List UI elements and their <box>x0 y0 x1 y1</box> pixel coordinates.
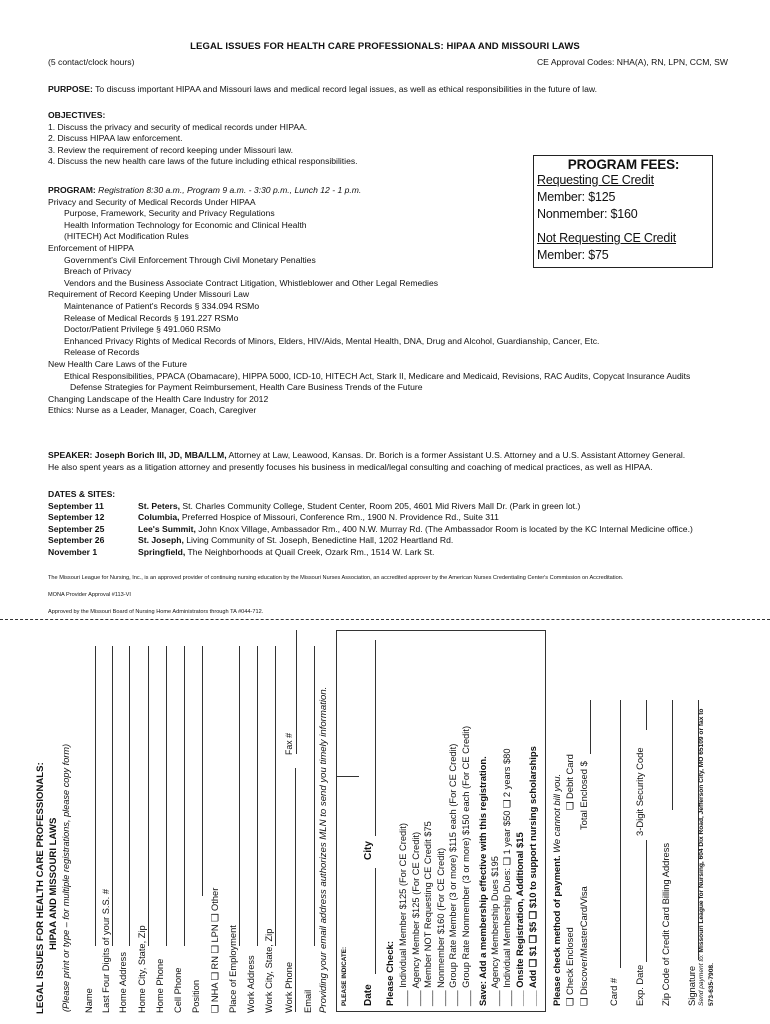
site-row <box>48 535 693 547</box>
site-place: Preferred Hospice of Missouri, Conference Rm., 1900 N. Providence Rd., Suite 311 <box>179 512 499 523</box>
fees-heading: PROGRAM FEES: <box>567 157 680 172</box>
program-line: Breach of Privacy <box>64 266 132 277</box>
form-field-label: Home Address <box>118 952 128 1013</box>
program-line: Release of Medical Records § 191.227 RSMo <box>64 312 239 323</box>
site-row <box>48 524 693 536</box>
form-field-input[interactable] <box>257 646 258 946</box>
mln-accreditation: The Missouri League for Nursing, Inc., is an approved provider of continuing nursing education by the Missouri Nurses Association, an accredited approver by the American Nurses Credentialing Center's Commission on Accreditation. <box>48 575 624 581</box>
scholarship-option[interactable]: ___ Add ❑ $1 ❑ $5 ❑ $10 to support nursing scholarships <box>527 746 538 1006</box>
form-field-input[interactable] <box>112 646 113 946</box>
send-address: Missouri League for Nursing, 604 Dix Road, Jefferson City, MO 65109 or fax to <box>698 708 705 955</box>
program-times: Registration 8:30 a.m., Program 9 a.m. - 3:30 p.m., Lunch 12 - 1 p.m. <box>95 185 362 195</box>
program <box>48 185 690 417</box>
billing-zip-label: Zip Code of Credit Card Billing Address <box>660 842 671 1006</box>
date-city-divider <box>337 776 359 777</box>
objectives-label: OBJECTIVES: <box>48 110 106 120</box>
program-line: Vendors and the Business Associate Contract Litigation, Whistleblower and Other Legal Remedies <box>64 277 439 288</box>
program-line: Purpose, Framework, Security and Privacy Regulations <box>64 208 275 219</box>
security-code-label: 3-Digit Security Code <box>634 747 645 836</box>
site-place: The Neighborhoods at Quail Creek, Ozark Rm., 1514 W. Lark St. <box>185 546 435 557</box>
form-field-input[interactable] <box>295 768 296 1012</box>
form-field-input[interactable] <box>314 646 315 946</box>
payment-method <box>551 774 562 1006</box>
form-field-label: Work Phone <box>284 962 294 1013</box>
form-field-label: Place of Employment <box>228 925 238 1013</box>
registration-option[interactable]: ___ Nonmember $160 (For CE Credit) <box>435 847 446 1006</box>
site-list <box>48 501 693 559</box>
exp-date-label: Exp. Date <box>634 964 645 1006</box>
signature-label: Signature <box>686 965 697 1006</box>
program-schedule <box>48 185 690 197</box>
program-line: Enhanced Privacy Rights of Medical Records of Minors, Elders, HIV/Aids, Mental Health, DNA, Drug and Alcohol, Guardianship, Cancer, Etc. <box>64 335 600 346</box>
fees-no-ce-heading: Not Requesting CE Credit <box>537 231 677 245</box>
document-title: LEGAL ISSUES FOR HEALTH CARE PROFESSIONALS: HIPAA AND MISSOURI LAWS <box>190 41 580 52</box>
program-outline <box>48 197 690 417</box>
form-title-2: HIPAA AND MISSOURI LAWS <box>48 817 59 950</box>
site-city: Springfield, <box>138 546 186 557</box>
form-field-label: Work City, State, Zip <box>264 928 274 1013</box>
site-city: Columbia, <box>138 512 180 523</box>
site-place: Living Community of St. Joseph, Benedictine Hall, 1202 Heartland Rd. <box>183 535 454 546</box>
fees-member: Member: $125 <box>537 190 616 204</box>
billing-zip-input[interactable] <box>672 700 673 810</box>
form-field-label: Work Address <box>246 955 256 1013</box>
form-field-label: Home Phone <box>155 958 165 1013</box>
email-note: Providing your email address authorizes MLN to send you timely information. <box>318 686 329 1013</box>
form-field-input[interactable] <box>202 646 203 896</box>
site-location <box>138 512 499 524</box>
program-line: Changing Landscape of the Health Care Industry for 2012 <box>48 393 269 404</box>
program-line: Defense Strategies for Payment Reimbursement, Health Care Business Trends of the Future <box>70 382 423 393</box>
program-line: Requirement of Record Keeping Under Missouri Law <box>48 289 250 300</box>
agency-dues-option[interactable]: ___ Agency Membership Dues $195 <box>490 856 500 1006</box>
date-label: Date <box>363 984 374 1006</box>
security-code-input[interactable] <box>646 700 647 730</box>
form-field-label: Name <box>84 988 94 1013</box>
site-location <box>138 524 693 536</box>
site-date: September 26 <box>48 535 105 546</box>
form-field-label: Email <box>303 989 313 1013</box>
purpose <box>48 84 597 96</box>
form-title-1: LEGAL ISSUES FOR HEALTH CARE PROFESSIONALS: <box>35 762 46 1014</box>
form-field-input[interactable] <box>166 646 167 946</box>
city-input[interactable] <box>375 640 376 836</box>
objectives <box>48 110 358 168</box>
position-options[interactable]: ❑ NHA ❑ RN ❑ LPN ❑ Other <box>210 887 220 1013</box>
site-city: St. Joseph, <box>138 535 184 546</box>
credit-card-option[interactable]: ❑ Discover/MasterCard/Visa <box>578 886 589 1006</box>
site-date: September 11 <box>48 500 104 511</box>
purpose-text: To discuss important HIPAA and Missouri laws and medical record legal issues, as well as ethical responsibilities in the future of law. <box>92 84 597 94</box>
speaker <box>48 450 685 473</box>
form-field-label: Home City, State, Zip <box>137 925 147 1013</box>
fees-ce-heading: Requesting CE Credit <box>537 173 654 187</box>
send-label: Send payment to: <box>698 954 705 1006</box>
please-indicate: PLEASE INDICATE: <box>341 946 348 1006</box>
ce-approval-codes: CE Approval Codes: NHA(A), RN, LPN, CCM, SW <box>536 57 728 67</box>
program-label: PROGRAM: <box>48 185 96 195</box>
speaker-line2: He also spent years as a litigation attorney and presently focuses his business in medical/legal consulting and coaching of medical practices, as well as HIPAA. <box>48 461 653 472</box>
program-line: New Health Care Laws of the Future <box>48 358 187 369</box>
form-field-input[interactable] <box>275 646 276 946</box>
form-field-label: Last Four Digits of your S.S. # <box>101 888 111 1013</box>
form-field-input[interactable] <box>129 646 130 946</box>
program-line: Health Information Technology for Economic and Clinical Health <box>64 219 307 230</box>
save-note: Save: Add a membership effective with this registration. <box>477 756 488 1006</box>
total-enclosed-label: Total Enclosed $ <box>578 761 589 830</box>
form-field-input[interactable] <box>184 646 185 946</box>
program-line: Release of Records <box>64 347 140 358</box>
program-line: Privacy and Security of Medical Records Under HIPAA <box>48 196 256 207</box>
site-date: September 25 <box>48 523 105 534</box>
form-subtitle: (Please print or type – for multiple registrations, please copy form) <box>61 743 71 1012</box>
form-field-input[interactable] <box>95 646 96 946</box>
site-location <box>138 535 453 547</box>
program-line: Ethical Responsibilities, PPACA (Obamacare), HIPPA 5000, ICD-10, HITECH Act, Stark II, Medicare and Medicaid, Revisions, RAC Audits, Copycat Insurance Audits <box>64 370 691 381</box>
total-enclosed-input[interactable] <box>590 700 591 754</box>
fax-number: 573-635-7908. <box>708 963 715 1006</box>
please-check: Please Check: <box>385 940 396 1006</box>
registration-option[interactable]: ___ Member NOT Requesting CE Credit $75 <box>423 821 433 1006</box>
form-field-input[interactable] <box>148 646 149 946</box>
registration-option[interactable]: ___ Individual Member $125 (For CE Credit) <box>398 823 408 1006</box>
onsite-option[interactable]: ___ Onsite Registration, Additional $15 <box>514 832 525 1006</box>
site-row <box>48 547 693 559</box>
registration-option[interactable]: ___ Agency Member $125 (For CE Credit) <box>410 831 421 1006</box>
check-enclosed-option[interactable]: ❑ Check Enclosed <box>564 927 575 1006</box>
fax-input[interactable] <box>296 630 297 754</box>
form-field-label: Cell Phone <box>173 967 183 1013</box>
exp-date-input[interactable] <box>646 840 647 962</box>
objective-item: 3. Review the requirement of record keeping under Missouri law. <box>48 144 294 155</box>
site-row <box>48 501 693 513</box>
registration-option[interactable]: ___ Group Rate Member (3 or more) $115 each (For CE Credit) <box>448 743 458 1006</box>
payment-note: We cannot bill you. <box>551 773 562 856</box>
fees-no-ce-member: Member: $75 <box>537 248 609 262</box>
objective-item: 1. Discuss the privacy and security of medical records under HIPAA. <box>48 121 308 132</box>
program-line: Ethics: Nurse as a Leader, Manager, Coach, Caregiver <box>48 405 257 416</box>
program-line: Enforcement of HIPPA <box>48 242 134 253</box>
program-line: Maintenance of Patient's Records § 334.094 RSMo <box>64 300 260 311</box>
mona-approval: MONA Provider Approval #113-VI <box>48 592 131 598</box>
site-city: Lee's Summit, <box>138 523 196 534</box>
site-city: St. Peters, <box>138 500 181 511</box>
contact-hours: (5 contact/clock hours) <box>48 57 135 67</box>
form-field-input[interactable] <box>239 646 240 946</box>
dates-label: DATES & SITES: <box>48 489 116 499</box>
program-line: Government's Civil Enforcement Through Civil Monetary Penalties <box>64 254 316 265</box>
city-label: City <box>363 841 374 860</box>
site-place: John Knox Village, Ambassador Rm., 400 N.W. Murray Rd. (The Ambassador Room is located by the KC Internal Medicine office.) <box>195 523 693 534</box>
send-payment <box>698 709 705 1006</box>
board-approval: Approved by the Missouri Board of Nursing Home Administrators through TA #044-712. <box>48 609 264 615</box>
registration-option[interactable]: ___ Group Rate Nonmember (3 or more) $150 each (For CE Credit) <box>460 725 471 1006</box>
site-location <box>138 547 434 559</box>
debit-card-option[interactable]: ❑ Debit Card <box>564 754 575 810</box>
purpose-label: PURPOSE: <box>48 84 93 94</box>
program-line: Doctor/Patient Privilege § 491.060 RSMo <box>64 324 221 335</box>
fees-nonmember: Nonmember: $160 <box>537 207 638 221</box>
site-date: September 12 <box>48 512 105 523</box>
objective-item: 4. Discuss the new health care laws of the future including ethical responsibilities. <box>48 156 358 167</box>
objective-item: 2. Discuss HIPAA law enforcement. <box>48 133 183 144</box>
dates-sites <box>48 489 693 559</box>
individual-dues-option[interactable]: ___ Individual Membership Dues: ❑ 1 year $50 ❑ 2 years $80 <box>502 748 512 1006</box>
site-row <box>48 512 693 524</box>
payment-label: Please check method of payment. <box>551 855 562 1006</box>
cut-line <box>0 619 770 620</box>
speaker-line1: Attorney at Law, Leawood, Kansas. Dr. Borich is a former Assistant U.S. Attorney and a U.S. Assistant Attorney General. <box>226 450 686 460</box>
site-date: November 1 <box>48 546 98 557</box>
date-input[interactable] <box>375 868 376 974</box>
speaker-label: SPEAKER: Joseph Borich III, JD, MBA/LLM, <box>48 450 227 460</box>
fax-label: Fax # <box>284 732 294 755</box>
site-place: St. Charles Community College, Student Center, Room 205, 4601 Mid Rivers Mall Dr. (Park in green lot.) <box>180 500 581 511</box>
card-number-label: Card # <box>608 977 619 1006</box>
form-field-label: Position <box>191 979 201 1013</box>
program-line: (HITECH) Act Modification Rules <box>64 231 189 242</box>
site-location <box>138 501 580 513</box>
card-number-input[interactable] <box>620 700 621 968</box>
